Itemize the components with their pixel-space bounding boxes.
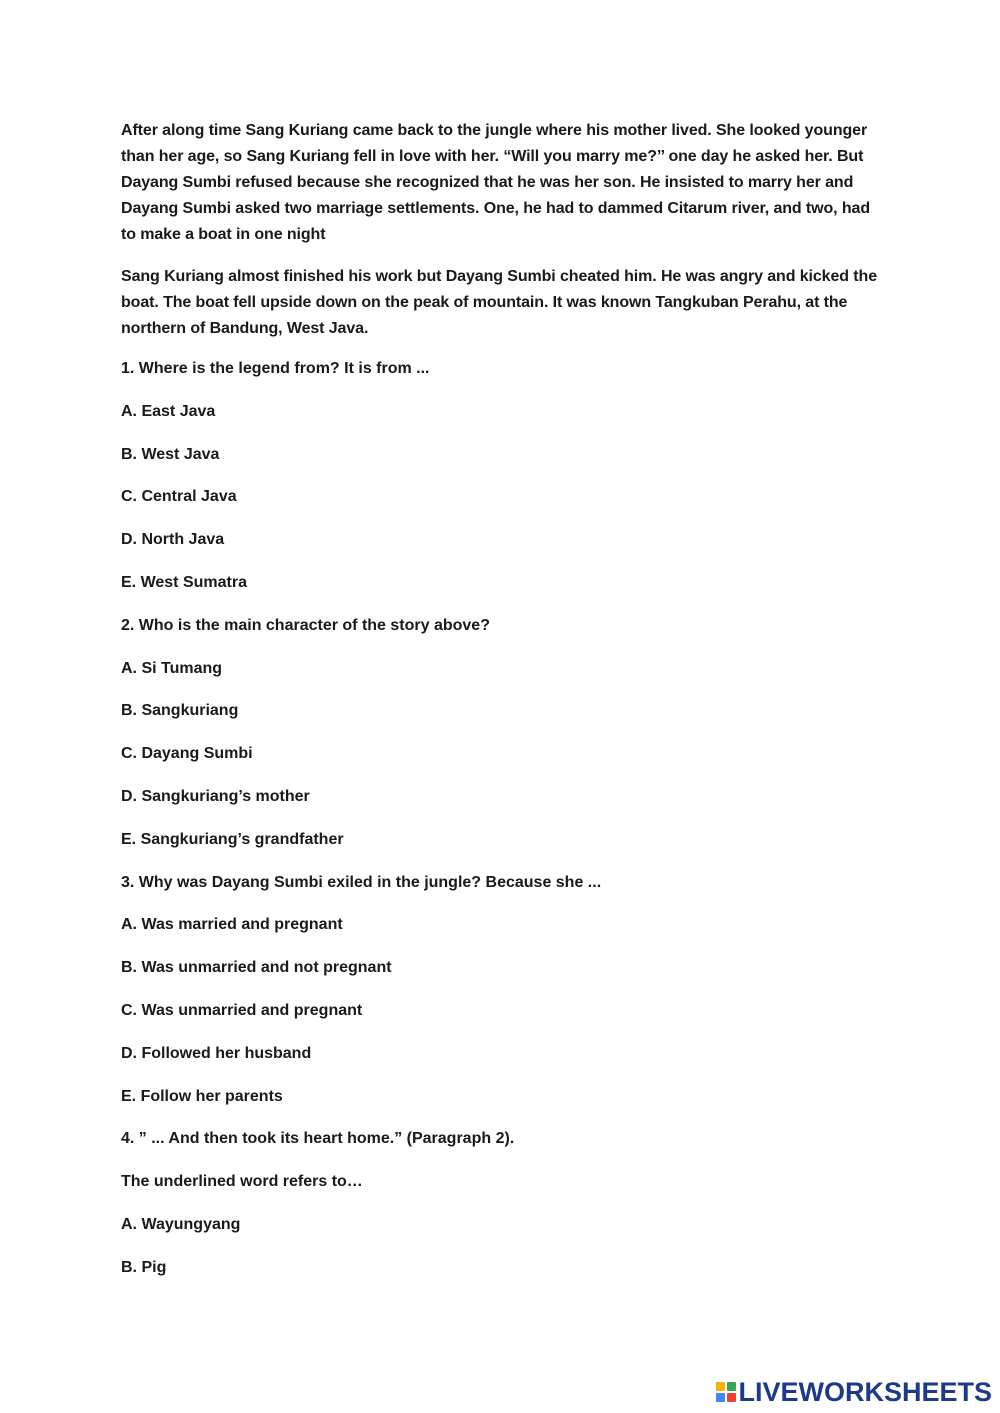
liveworksheets-logo <box>716 1377 992 1407</box>
option-3c: C. Was unmarried and pregnant <box>121 1001 363 1019</box>
question-2: 2. Who is the main character of the story above? <box>121 616 490 634</box>
option-1e: E. West Sumatra <box>121 573 247 591</box>
question-4: 4. ” ... And then took its heart home.” (Paragraph 2). <box>121 1130 515 1148</box>
option-4b: B. Pig <box>121 1258 167 1276</box>
question-4-prompt: The underlined word refers to… <box>121 1173 363 1191</box>
option-3e: E. Follow her parents <box>121 1087 283 1105</box>
option-1d: D. North Java <box>121 531 225 549</box>
option-3b: B. Was unmarried and not pregnant <box>121 959 392 977</box>
question-1: 1. Where is the legend from? It is from ... <box>121 360 430 377</box>
option-2a: A. Si Tumang <box>121 659 223 677</box>
option-4a: A. Wayungyang <box>121 1215 241 1233</box>
option-1a: A. East Java <box>121 402 216 420</box>
logo-square-1 <box>716 1382 725 1391</box>
logo-square-2 <box>727 1382 736 1391</box>
story-paragraph-2: Sang Kuriang almost finished his work but Dayang Sumbi cheated him. He was angry and kicked the boat. The boat fell upside down on the peak of mountain. It was known Tangkuban Perahu, at the northern of Bandung, West Java. <box>121 268 878 337</box>
option-2b: B. Sangkuriang <box>121 702 239 720</box>
option-3a: A. Was married and pregnant <box>121 916 343 934</box>
story-paragraph-1: After along time Sang Kuriang came back to the jungle where his mother lived. She looked younger than her age, so Sang Kuriang fell in love with her. “Will you marry me?’’ one day he asked her. But Dayang Sumbi refused because she recognized that he was her son. He insisted to marry her and Dayang Sumbi asked two marriage settlements. One, he had to dammed Citarum river, and two, had to make a boat in one night <box>121 122 871 243</box>
option-2d: D. Sangkuriang’s mother <box>121 787 310 805</box>
option-1b: B. West Java <box>121 445 220 463</box>
option-2c: C. Dayang Sumbi <box>121 745 253 763</box>
liveworksheets-mark-icon <box>716 1382 736 1402</box>
worksheet-content <box>121 118 883 1300</box>
option-2e: E. Sangkuriang’s grandfather <box>121 830 344 848</box>
logo-square-3 <box>716 1393 725 1402</box>
logo-square-4 <box>727 1393 736 1402</box>
question-3: 3. Why was Dayang Sumbi exiled in the jungle? Because she ... <box>121 873 602 891</box>
logo-text: LIVEWORKSHEETS <box>738 1376 992 1407</box>
option-3d: D. Followed her husband <box>121 1044 312 1062</box>
option-1c: C. Central Java <box>121 488 237 506</box>
